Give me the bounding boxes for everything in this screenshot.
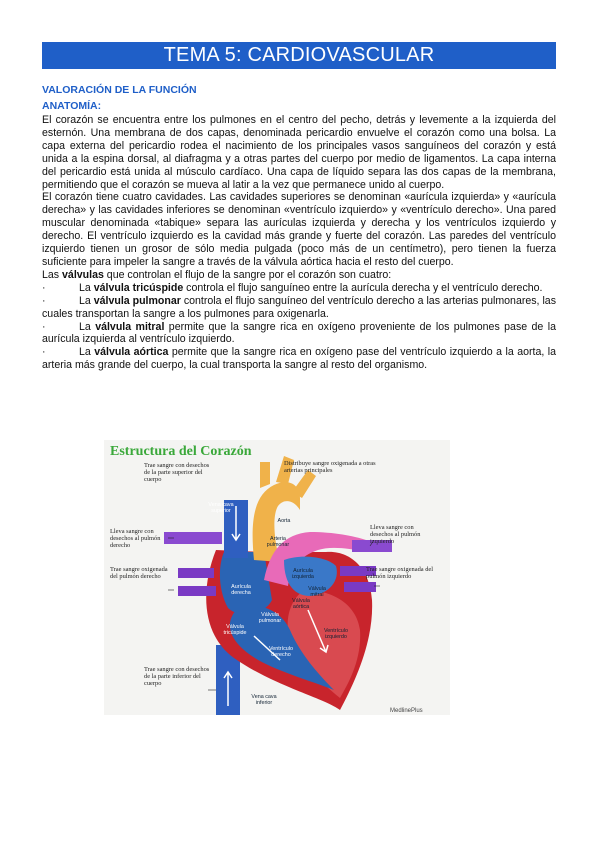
list-item: · La válvula mitral permite que la sangre rica en oxígeno proveniente de los pulmones pase de la aurícula izquierda al ventrículo izquierdo. [42, 320, 556, 346]
label-pulmonary-artery: Arteria pulmonar [266, 536, 290, 548]
figure-title: Estructura del Corazón [110, 444, 252, 459]
label-right-ventricle: Ventrículo derecho [269, 646, 293, 658]
list-item: · La válvula aórtica permite que la sangre rica en oxígeno pase del ventrículo izquierdo a la aorta, la arteria más grande del cuerpo, la cual transporta la sangre al resto del organismo. [42, 346, 557, 372]
label-aorta: Aorta [277, 518, 291, 524]
label-pv-right: Trae sangre oxigenada del pulmón derecho [110, 566, 168, 580]
label-mitral-valve: Válvula mitral [308, 586, 326, 598]
label-pa-left: Lleva sangre con desechos al pulmón izquierdo [370, 524, 421, 545]
list-item: · La válvula pulmonar controla el flujo sanguíneo del ventrículo derecho a las arterias pulmonares, las cuales transportan la sangre a los pulmones para oxigenarla. [42, 294, 556, 320]
label-aorta-description: Distribuye sangre oxigenada a otras arterias principales [284, 460, 376, 474]
paragraph: El corazón tiene cuatro cavidades. Las cavidades superiores se denominan «aurícula izquierda» y «aurícula derecha» y las cavidades inferiores se denominan «ventrículo izquierdo» y «ventrículo derecho». Una pared muscular denominada «tabique» separa las aurículas izquierda y derecha y los ventrículos izquierdo y derecho. El ventrículo izquierdo es la cavidad más grande y fuerte del corazón. Las paredes del ventrículo izquierdo tienen un grosor de sólo media pulgada (poco más de un centímetro), pero tienen la fuerza suficiente para impeler la sangre a través de la válvula aórtica hacia el resto del cuerpo. [42, 191, 556, 268]
section-heading: VALORACIÓN DE LA FUNCIÓN [42, 84, 197, 96]
paragraph: El corazón se encuentra entre los pulmones en el centro del pecho, detrás y levemente a la izquierda del esternón. Una membrana de dos capas, denominada pericardio envuelve el corazón como una bolsa. La capa externa del pericardio rodea el nacimiento de los principales vasos sanguíneos del corazón y está unida a la espina dorsal, al diafragma y a otras partes del cuerpo por medio de ligamentos. La capa interna del pericardio está unida al músculo cardíaco. Una capa de líquido separa las dos capas de la membrana, permitiendo que el corazón se mueva al latir a la vez que permanece unido al cuerpo. [42, 114, 556, 191]
label-ivc-description: Trae sangre con desechos de la parte inferior del cuerpo [144, 666, 210, 687]
subsection-heading: ANATOMÍA: [42, 100, 102, 112]
valves-intro: Las válvulas que controlan el flujo de la sangre por el corazón son cuatro: [42, 268, 392, 281]
label-left-ventricle: Ventrículo izquierdo [324, 628, 348, 640]
body-text [42, 114, 556, 372]
label-svc: Vena cava superior [208, 502, 234, 514]
label-pulmonary-valve: Válvula pulmonar [258, 612, 282, 624]
label-svc-description: Trae sangre con desechos de la parte superior del cuerpo [144, 462, 210, 483]
label-pv-left: Trae sangre oxigenada del pulmón izquierdo [366, 566, 434, 580]
label-aortic-valve: Válvula aórtica [292, 598, 310, 610]
heart-diagram [104, 440, 450, 715]
label-ivc: Vena cava inferior [251, 694, 277, 706]
label-tricuspid-valve: Válvula tricúspide [223, 624, 247, 636]
page-title: TEMA 5: CARDIOVASCULAR [42, 42, 556, 69]
label-right-atrium: Aurícula derecha [231, 584, 251, 596]
label-left-atrium: Aurícula izquierda [292, 568, 314, 580]
list-item: · La válvula tricúspide controla el flujo sanguíneo entre la aurícula derecha y el ventrículo derecho. [42, 281, 543, 294]
label-pa-right: Lleva sangre con desechos al pulmón derecho [110, 528, 161, 549]
image-credit: MedlinePlus [390, 708, 423, 714]
